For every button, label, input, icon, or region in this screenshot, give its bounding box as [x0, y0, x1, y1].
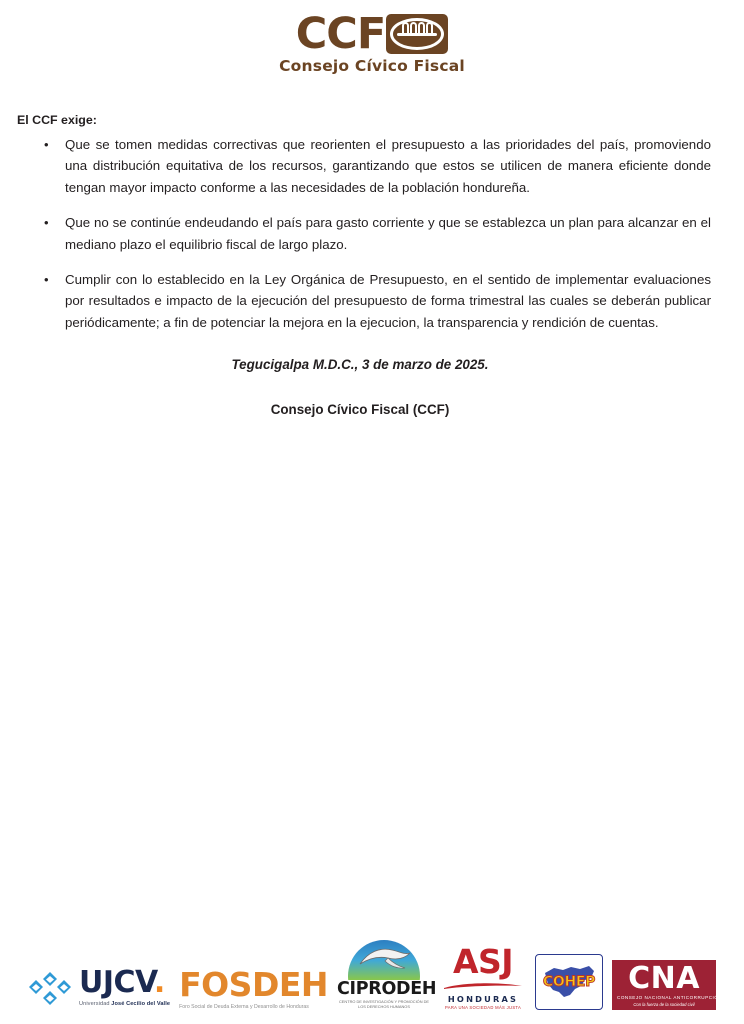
demands-list [17, 134, 727, 333]
partner-logo-strip [0, 940, 744, 1010]
ccf-subtitle: Consejo Cívico Fiscal [279, 56, 465, 75]
fosdeh-name: FOSDEH [179, 964, 328, 1004]
logo-ujcv [28, 966, 170, 1010]
ccf-logo [279, 9, 465, 75]
ccf-logo-mark [295, 9, 449, 59]
ujcv-name: UJCV [78, 965, 154, 1001]
signature-line: Consejo Cívico Fiscal (CCF) [270, 402, 450, 418]
logo-ciprodeh [337, 940, 437, 1010]
closing-block [17, 355, 727, 420]
ujcv-wordmark [78, 965, 171, 1008]
ciprodeh-tagline: CENTRO DE INVESTIGACIÓN Y PROMOCIÓN DE LOS DERECHOS HUMANOS [338, 999, 429, 1010]
ujcv-tagline-bold: José Cecilio del Valle [111, 1001, 171, 1008]
document-body [17, 112, 727, 420]
cna-tagline: CONSEJO NACIONAL ANTICORRUPCIÓN [617, 995, 723, 1001]
cna-tagline-secondary: Con la fuerza de la sociedad civil [633, 1001, 695, 1007]
ciprodeh-bird-sun-icon [348, 940, 420, 980]
cna-name: CNA [628, 961, 700, 997]
logo-cohep [535, 954, 603, 1010]
asj-name: ASJ [452, 941, 514, 981]
cohep-name: COHEP [542, 974, 596, 990]
list-item: • Que se tomen medidas correctivas que reorienten el presupuesto a las prioridades del país, promoviendo una distribución equitativa de los recursos, garantizando que estos se utilicen de manera eficiente donde tengan mayor impacto conforme a las necesidades de la población hondureña. [17, 134, 727, 198]
ujcv-name-punct: . [153, 965, 165, 1001]
asj-tagline: PARA UNA SOCIEDAD MÁS JUSTA [444, 1004, 522, 1010]
place-and-date: Tegucigalpa M.D.C., 3 de marzo de 2025. [231, 357, 489, 373]
ciprodeh-name: CIPRODEH [337, 978, 437, 999]
document-header [0, 0, 744, 74]
asj-country: HONDURAS [447, 993, 519, 1004]
logo-cna [612, 960, 723, 1010]
ujcv-diamond-mark-icon [28, 966, 72, 1010]
ccf-initials: CCF [295, 9, 386, 59]
list-item: • Que no se continúe endeudando el país para gasto corriente y que se establezca un plan para alcanzar en el mediano plazo el equilibrio fiscal de largo plazo. [17, 212, 727, 255]
asj-swoosh-icon [443, 981, 523, 990]
lead-paragraph: El CCF exige: [17, 113, 97, 127]
list-item: • Cumplir con lo establecido en la Ley Orgánica de Presupuesto, en el sentido de implementar evaluaciones por resultados e impacto de la ejecución del presupuesto de forma trimestral las cuales se deberán publicar periódicamente; a fin de potenciar la mejora en la ejecucion, la transparencia y rendición de cuentas. [17, 269, 727, 333]
cna-block [612, 960, 723, 1010]
fosdeh-tagline: Foro Social de Deuda Externa y Desarrollo de Honduras [179, 1003, 309, 1010]
logo-fosdeh [179, 964, 328, 1010]
logo-asj [440, 941, 526, 1010]
ujcv-tagline-prefix: Universidad [78, 1001, 112, 1008]
ccf-oval-emblem-icon [386, 14, 448, 54]
